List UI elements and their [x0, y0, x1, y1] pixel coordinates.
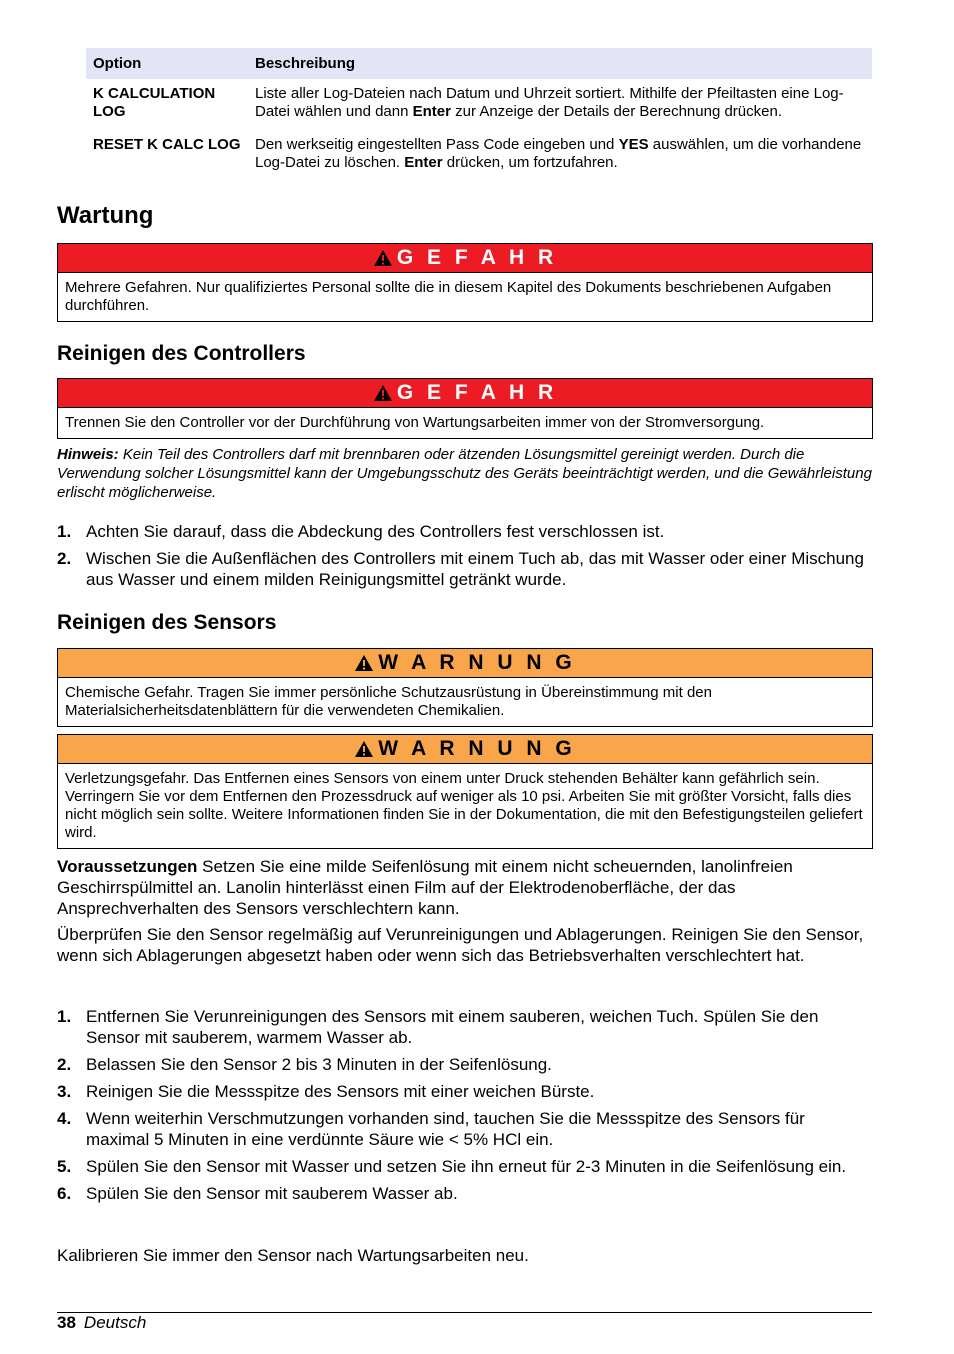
inspection-paragraph: Überprüfen Sie den Sensor regelmäßig auf Verunreinigungen und Ablagerungen. Reinigen Sie den Sensor, wenn sich Ablagerungen abgesetzt haben oder wenn sich das Betriebsverhalten verschlechtert hat. — [57, 925, 864, 965]
table-header-row — [86, 48, 872, 79]
list-item: 4. Wenn weiterhin Verschmutzungen vorhanden sind, tauchen Sie die Messspitze des Sensors für maximal 5 Minuten in eine verdünnte Säure wie < 5% HCl ein. — [57, 1109, 805, 1149]
warning-label: W A R N U N G — [378, 651, 576, 674]
page-footer — [57, 1312, 146, 1333]
danger-header — [58, 379, 872, 408]
warning-header — [58, 649, 872, 678]
prereq-label: Voraussetzungen — [57, 857, 198, 876]
list-item: 1. Achten Sie darauf, dass die Abdeckung des Controllers fest verschlossen ist. — [57, 522, 665, 541]
sensor-steps — [57, 1006, 872, 1210]
warning-triangle-icon — [354, 740, 374, 758]
danger-text: Trennen Sie den Controller vor der Durchführung von Wartungsarbeiten immer von der Stromversorgung. — [65, 414, 765, 431]
option-cell: K CALCULATION LOG — [93, 85, 216, 120]
danger-header — [58, 244, 872, 273]
danger-box-controller — [57, 378, 873, 439]
warning-box-chemical — [57, 648, 873, 727]
list-item: 2. Wischen Sie die Außenflächen des Controllers mit einem Tuch ab, das mit Wasser oder einer Mischung aus Wasser und einem milden Reinigungsmittel getränkt wurde. — [57, 549, 864, 589]
section-title-controller: Reinigen des Controllers — [57, 342, 306, 365]
list-item: 5. Spülen Sie den Sensor mit Wasser und setzen Sie ihn erneut für 2-3 Minuten in die Seifenlösung ein. — [57, 1157, 847, 1176]
danger-label: G E F A H R — [396, 381, 558, 404]
note-label: Hinweis: — [57, 446, 119, 463]
table-row — [86, 130, 872, 181]
column-header-option: Option — [86, 48, 248, 79]
page-number: 38 — [57, 1313, 76, 1332]
prereq-text: Setzen Sie eine milde Seifenlösung mit einem nicht scheuernden, lanolinfreien Geschirrspülmittel an. Lanolin hinterlässt einen Film auf der Elektrodenoberfläche, der das Ansprechverhalten des Sensors verschlechtern kann. — [57, 857, 793, 918]
warning-box-injury — [57, 734, 873, 849]
danger-label: G E F A H R — [396, 246, 558, 269]
description-cell: Liste aller Log-Dateien nach Datum und Uhrzeit sortiert. Mithilfe der Pfeiltasten eine Log-Datei wählen und dann Enter zur Anzeige der Details der Berechnung drücken. — [255, 85, 844, 120]
section-title-wartung: Wartung — [57, 202, 154, 229]
list-item: 2. Belassen Sie den Sensor 2 bis 3 Minuten in der Seifenlösung. — [57, 1055, 552, 1074]
prerequisites-paragraph — [57, 856, 872, 919]
warning-label: W A R N U N G — [378, 737, 576, 760]
warning-triangle-icon — [354, 654, 374, 672]
footer-divider — [57, 1312, 872, 1313]
warning-triangle-icon — [373, 249, 393, 267]
controller-note — [57, 445, 872, 502]
closing-paragraph: Kalibrieren Sie immer den Sensor nach Wartungsarbeiten neu. — [57, 1246, 529, 1265]
warning-text: Verletzungsgefahr. Das Entfernen eines Sensors von einem unter Druck stehenden Behälter kann gefährlich sein. Verringern Sie vor dem Entfernen den Prozessdruck auf weniger als 10 psi. Arbeiten Sie mit größter Vorsicht, falls dies nicht möglich sein sollte. Weitere Informationen finden Sie in der Dokumentation, die mit den Befestigungsteilen geliefert wird. — [65, 770, 863, 841]
option-cell: RESET K CALC LOG — [93, 136, 241, 153]
list-item: 6. Spülen Sie den Sensor mit sauberem Wasser ab. — [57, 1184, 458, 1203]
list-item: 1. Entfernen Sie Verunreinigungen des Sensors mit einem sauberen, weichen Tuch. Spülen Sie den Sensor mit sauberem, warmem Wasser ab. — [57, 1007, 819, 1047]
table-row — [86, 79, 872, 130]
warning-text: Chemische Gefahr. Tragen Sie immer persönliche Schutzausrüstung in Übereinstimmung mit den Materialsicherheitsdatenblättern für die verwendeten Chemikalien. — [65, 684, 712, 719]
footer-language: Deutsch — [83, 1313, 147, 1332]
warning-triangle-icon — [373, 384, 393, 402]
column-header-description: Beschreibung — [248, 48, 872, 79]
list-item: 3. Reinigen Sie die Messspitze des Sensors mit einer weichen Bürste. — [57, 1082, 595, 1101]
options-table — [86, 48, 872, 181]
description-cell: Den werkseitig eingestellten Pass Code eingeben und YES auswählen, um die vorhandene Log-Datei zu löschen. Enter drücken, um fortzufahren. — [255, 136, 862, 171]
section-title-sensor: Reinigen des Sensors — [57, 611, 277, 634]
danger-box-general — [57, 243, 873, 322]
controller-steps — [57, 521, 872, 596]
note-text: Kein Teil des Controllers darf mit brennbaren oder ätzenden Lösungsmittel gereinigt werden. Durch die Verwendung solcher Lösungsmittel kann der Umgebungsschutz des Geräts beeinträchtigt werden, und die Gewährleistung erlischt möglicherweise. — [57, 446, 872, 501]
warning-header — [58, 735, 872, 764]
danger-text: Mehrere Gefahren. Nur qualifiziertes Personal sollte die in diesem Kapitel des Dokuments beschriebenen Aufgaben durchführen. — [65, 279, 832, 314]
